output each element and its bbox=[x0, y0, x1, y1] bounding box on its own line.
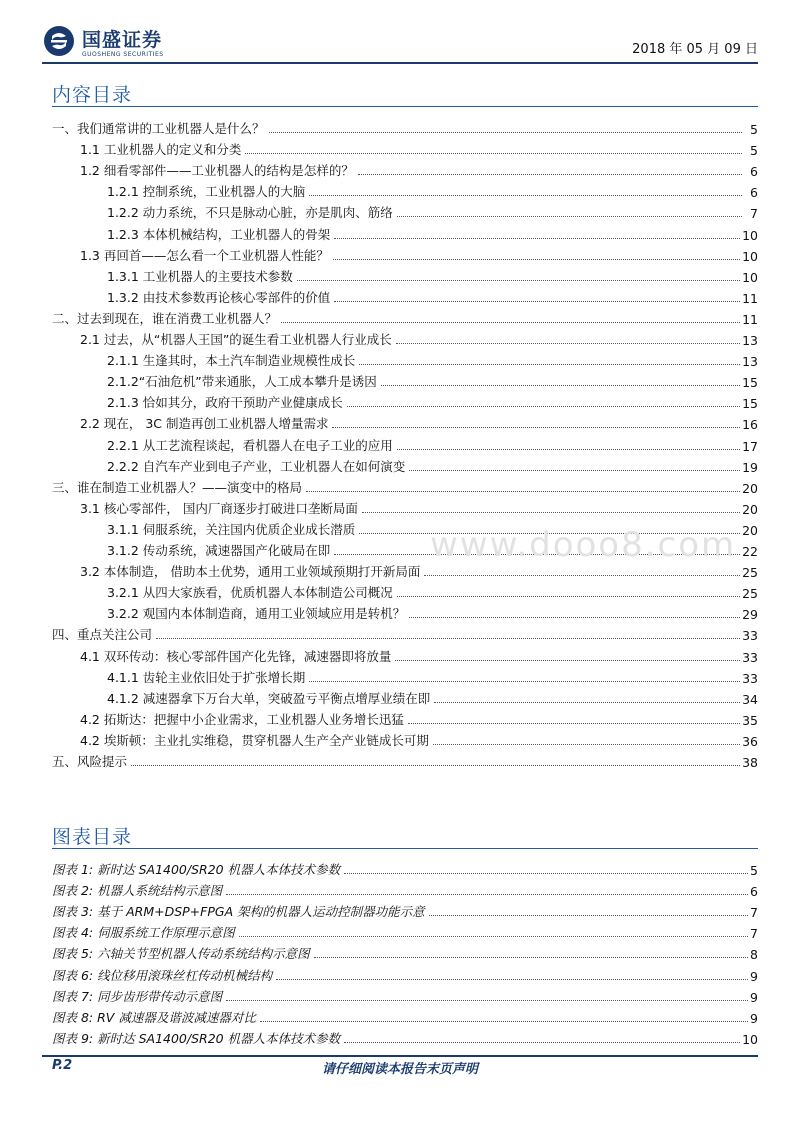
dot-leader bbox=[429, 914, 748, 916]
figure-entry[interactable] bbox=[52, 879, 758, 899]
dot-leader bbox=[226, 999, 748, 1001]
toc-entry-label: 2.2.1 从工艺流程谈起，看机器人在电子工业的应用 bbox=[107, 437, 393, 453]
dot-leader bbox=[397, 595, 740, 597]
figure-entry[interactable] bbox=[52, 1006, 758, 1026]
dot-leader bbox=[269, 131, 742, 133]
dot-leader bbox=[156, 637, 740, 639]
toc-entry-page: 10 bbox=[742, 269, 758, 285]
logo-name: 国盛证券 bbox=[82, 29, 163, 51]
toc-entry-label: 3.1.2 传动系统，减速器国产化破局在即 bbox=[107, 543, 331, 558]
toc-entry-label: 1.1 工业机器人的定义和分类 bbox=[80, 142, 242, 158]
toc-entry-page: 29 bbox=[742, 607, 758, 623]
toc-entry[interactable] bbox=[52, 117, 758, 137]
logo-english: GUOSHENG SECURITIES bbox=[82, 51, 164, 58]
toc-entry[interactable] bbox=[80, 159, 758, 179]
toc-entry[interactable] bbox=[80, 729, 758, 749]
dot-leader bbox=[344, 1041, 740, 1043]
toc-entry-label: 4.1.1 齿轮主业依旧处于扩张增长期 bbox=[107, 669, 306, 685]
dot-leader bbox=[239, 935, 748, 937]
figure-entry[interactable] bbox=[52, 900, 758, 920]
toc-entry[interactable] bbox=[80, 138, 758, 158]
figure-entry[interactable] bbox=[52, 942, 758, 962]
figures-title: 图表目录 bbox=[52, 826, 133, 848]
header-divider bbox=[42, 62, 758, 64]
toc-entry-page: 7 bbox=[750, 206, 758, 222]
toc-entry-page: 10 bbox=[742, 248, 758, 264]
toc-entry-label: 四、重点关注公司 bbox=[52, 627, 153, 643]
company-logo bbox=[42, 24, 192, 62]
toc-entry[interactable] bbox=[107, 666, 758, 686]
figure-entry[interactable] bbox=[52, 1027, 758, 1047]
toc-entry-page: 33 bbox=[742, 670, 758, 686]
toc-entry-label: 2.2 现在， 3C 制造再创工业机器人增量需求 bbox=[80, 416, 329, 432]
toc-entry-label: 2.1.3 恰如其分，政府干预助产业健康成长 bbox=[107, 395, 343, 411]
dot-leader bbox=[433, 743, 740, 745]
toc-entry[interactable] bbox=[107, 391, 758, 411]
toc-entry-label: 三、谁在制造工业机器人？——演变中的格局 bbox=[52, 479, 303, 495]
toc-entry[interactable] bbox=[107, 201, 758, 221]
dot-leader bbox=[245, 152, 742, 154]
toc-entry-page: 25 bbox=[742, 586, 758, 602]
toc-entry[interactable] bbox=[107, 180, 758, 200]
toc-entry-page: 11 bbox=[742, 311, 758, 327]
dot-leader bbox=[409, 469, 740, 471]
toc-entry-label: 4.1 双环传动：核心零部件国产化先锋，减速器即将放量 bbox=[80, 648, 392, 664]
toc-entry[interactable] bbox=[107, 286, 758, 306]
toc-title: 内容目录 bbox=[52, 84, 133, 106]
dot-leader bbox=[332, 426, 740, 428]
dot-leader bbox=[334, 237, 740, 239]
dot-leader bbox=[424, 574, 740, 576]
dot-leader bbox=[358, 173, 742, 175]
figures-title-divider bbox=[52, 848, 758, 849]
dot-leader bbox=[434, 701, 740, 703]
toc-entry[interactable] bbox=[107, 687, 758, 707]
dot-leader bbox=[395, 659, 740, 661]
figure-entry-page: 7 bbox=[750, 905, 758, 921]
toc-entry[interactable] bbox=[80, 328, 758, 348]
toc-entry-label: 1.2.1 控制系统，工业机器人的大脑 bbox=[107, 184, 306, 200]
toc-entry[interactable] bbox=[107, 370, 758, 390]
toc-entry[interactable] bbox=[80, 244, 758, 264]
figure-entry[interactable] bbox=[52, 964, 758, 984]
toc-entry[interactable] bbox=[80, 645, 758, 665]
dot-leader bbox=[334, 300, 740, 302]
toc-entry[interactable] bbox=[80, 497, 758, 517]
toc-entry-label: 2.1.2“石油危机”带来通胀，人工成本攀升是诱因 bbox=[107, 374, 377, 390]
dot-leader bbox=[409, 616, 740, 618]
dot-leader bbox=[281, 321, 740, 323]
dot-leader bbox=[359, 363, 740, 365]
toc-entry-page: 36 bbox=[742, 733, 758, 749]
dot-leader bbox=[226, 893, 748, 895]
dot-leader bbox=[408, 722, 740, 724]
toc-entry[interactable] bbox=[107, 455, 758, 475]
report-date: 2018 年 05 月 09 日 bbox=[632, 42, 758, 57]
toc-entry-page: 6 bbox=[750, 185, 758, 201]
dot-leader bbox=[347, 405, 740, 407]
toc-entry-page: 17 bbox=[742, 438, 758, 454]
toc-entry-label: 3.2 本体制造， 借助本土优势，通用工业领域预期打开新局面 bbox=[80, 564, 421, 580]
dot-leader bbox=[276, 978, 748, 980]
toc-entry[interactable] bbox=[52, 623, 758, 643]
toc-entry[interactable] bbox=[107, 434, 758, 454]
toc-entry-label: 4.2 拓斯达：把握中小企业需求，工业机器人业务增长迅猛 bbox=[80, 711, 404, 727]
toc-entry-page: 38 bbox=[742, 755, 758, 770]
toc-entry-page: 20 bbox=[742, 522, 758, 538]
dot-leader bbox=[309, 680, 740, 682]
dot-leader bbox=[362, 511, 740, 513]
figure-entry-page: 6 bbox=[750, 884, 758, 900]
figure-entry-page: 10 bbox=[742, 1031, 758, 1047]
toc-entry-page: 5 bbox=[750, 143, 758, 159]
toc-entry-page: 19 bbox=[742, 459, 758, 475]
toc-entry-label: 一、我们通常讲的工业机器人是什么？ bbox=[52, 121, 265, 136]
toc-entry-label: 1.2 细看零部件——工业机器人的结构是怎样的？ bbox=[80, 163, 354, 179]
toc-title-divider bbox=[52, 106, 758, 107]
figure-entry-label: 图表 3: 基于 ARM+DSP+FPGA 架构的机器人运动控制器功能示意 bbox=[52, 904, 425, 920]
toc-entry-page: 33 bbox=[742, 628, 758, 644]
toc-entry-page: 15 bbox=[742, 396, 758, 412]
dot-leader bbox=[260, 1020, 748, 1022]
toc-entry-page: 11 bbox=[742, 290, 758, 306]
toc-entry-page: 13 bbox=[742, 333, 758, 348]
figure-entry-page: 9 bbox=[750, 968, 758, 984]
figure-entry-page: 7 bbox=[750, 926, 758, 942]
dot-leader bbox=[397, 215, 742, 217]
toc-entry-page: 13 bbox=[742, 354, 758, 370]
toc-entry-label: 1.2.3 本体机械结构，工业机器人的骨架 bbox=[107, 226, 331, 242]
toc-entry-page: 34 bbox=[742, 691, 758, 707]
toc-entry[interactable] bbox=[52, 307, 758, 327]
toc-entry-page: 10 bbox=[742, 227, 758, 243]
toc-entry-label: 4.1.2 减速器拿下万台大单，突破盈亏平衡点增厚业绩在即 bbox=[107, 690, 431, 706]
toc-entry-label: 五、风险提示 bbox=[52, 754, 128, 769]
toc-entry-page: 15 bbox=[742, 375, 758, 391]
toc-entry-page: 20 bbox=[742, 480, 758, 496]
toc-entry[interactable] bbox=[52, 750, 758, 770]
toc-entry-label: 2.2.2 自汽车产业到电子产业，工业机器人在如何演变 bbox=[107, 458, 406, 474]
watermark: www.dooo8.com bbox=[430, 525, 737, 565]
toc-entry-page: 25 bbox=[742, 565, 758, 581]
figure-entry-label: 图表 9: 新时达 SA1400/SR20 机器人本体技术参数 bbox=[52, 1030, 341, 1046]
toc-entry-label: 1.2.2 动力系统，不只是脉动心脏，亦是肌肉、筋络 bbox=[107, 205, 393, 221]
figure-entry-label: 图表 6: 线位移用滚珠丝杠传动机械结构 bbox=[52, 967, 273, 983]
toc-entry-page: 5 bbox=[750, 122, 758, 137]
figure-entry-page: 9 bbox=[750, 1010, 758, 1026]
toc-entry[interactable] bbox=[107, 349, 758, 369]
toc-entry-label: 2.1 过去，从“机器人王国”的诞生看工业机器人行业成长 bbox=[80, 332, 392, 347]
toc-entry-label: 1.3.2 由技术参数再论核心零部件的价值 bbox=[107, 289, 331, 305]
toc-entry-page: 22 bbox=[742, 544, 758, 559]
page-header bbox=[0, 0, 800, 70]
dot-leader bbox=[131, 764, 740, 766]
toc-entry[interactable] bbox=[52, 476, 758, 496]
figure-entry-label: 图表 1: 新时达 SA1400/SR20 机器人本体技术参数 bbox=[52, 862, 341, 877]
toc-entry-label: 二、过去到现在，谁在消费工业机器人？ bbox=[52, 310, 278, 326]
dot-leader bbox=[306, 490, 740, 492]
toc-entry[interactable] bbox=[107, 602, 758, 622]
toc-entry-label: 2.1.1 生逢其时，本土汽车制造业规模性成长 bbox=[107, 353, 356, 369]
dot-leader bbox=[381, 384, 740, 386]
dot-leader bbox=[344, 872, 748, 874]
dot-leader bbox=[397, 448, 740, 450]
toc-entry-label: 3.2.1 从四大家族看，优质机器人本体制造公司概况 bbox=[107, 585, 393, 601]
toc-entry-page: 6 bbox=[750, 164, 758, 180]
disclaimer-note: 请仔细阅读本报告末页声明 bbox=[321, 1062, 478, 1077]
toc-entry-page: 20 bbox=[742, 501, 758, 517]
figure-entry-label: 图表 5: 六轴关节型机器人传动系统结构示意图 bbox=[52, 946, 310, 962]
toc-entry-label: 1.3.1 工业机器人的主要技术参数 bbox=[107, 268, 293, 284]
figure-entry-label: 图表 8: RV 减速器及谐波减速器对比 bbox=[52, 1009, 256, 1025]
toc-entry[interactable] bbox=[80, 708, 758, 728]
figure-entry-label: 图表 4: 伺服系统工作原理示意图 bbox=[52, 925, 235, 941]
toc-entry-label: 4.2 埃斯顿：主业扎实维稳，贯穿机器人生产全产业链成长可期 bbox=[80, 732, 429, 748]
toc-entry[interactable] bbox=[107, 265, 758, 285]
toc-entry-page: 35 bbox=[742, 712, 758, 728]
toc-entry-page: 33 bbox=[742, 649, 758, 665]
toc-entry-label: 3.2.2 观国内本体制造商，通用工业领域应用是转机？ bbox=[107, 606, 406, 622]
toc-entry-label: 3.1 核心零部件， 国内厂商逐步打破进口垄断局面 bbox=[80, 500, 358, 516]
dot-leader bbox=[314, 956, 748, 958]
figure-entry[interactable] bbox=[52, 985, 758, 1005]
toc-entry-label: 1.3 再回首——怎么看一个工业机器人性能？ bbox=[80, 247, 329, 263]
footer-divider bbox=[42, 1055, 758, 1057]
dot-leader bbox=[297, 279, 740, 281]
toc-entry[interactable] bbox=[107, 223, 758, 243]
figure-entry[interactable] bbox=[52, 921, 758, 941]
dot-leader bbox=[309, 194, 742, 196]
page-number: P.2 bbox=[52, 1058, 73, 1073]
dot-leader bbox=[333, 258, 740, 260]
toc-entry-label: 3.1.1 伺服系统，关注国内优质企业成长潜质 bbox=[107, 521, 356, 537]
toc-entry-page: 16 bbox=[742, 417, 758, 433]
toc-entry[interactable] bbox=[107, 581, 758, 601]
figure-entry-label: 图表 7: 同步齿形带传动示意图 bbox=[52, 988, 223, 1004]
figure-entry-page: 8 bbox=[750, 947, 758, 963]
dot-leader bbox=[396, 342, 740, 344]
figure-entry[interactable] bbox=[52, 858, 758, 878]
logo-icon bbox=[42, 24, 76, 58]
figure-entry-page: 9 bbox=[750, 989, 758, 1005]
figure-entry-label: 图表 2: 机器人系统结构示意图 bbox=[52, 883, 223, 899]
toc-entry[interactable] bbox=[80, 412, 758, 432]
figure-entry-page: 5 bbox=[750, 863, 758, 878]
